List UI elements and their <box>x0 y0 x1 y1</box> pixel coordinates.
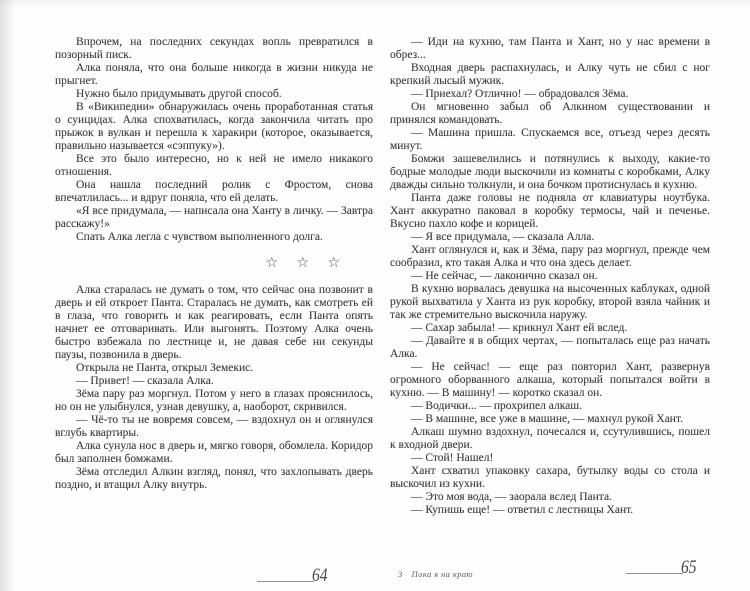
paragraph: Алка сунула нос в дверь и, мягко говоря, обомлела. Коридор был заполнен бомжами. <box>55 440 373 465</box>
paragraph: «Я все придумала, — написала она Ханту в личку. — Завтра расскажу!» <box>55 205 373 230</box>
paragraph: — Водички... — прохрипел алкаш. <box>411 400 582 412</box>
right-page-footer <box>390 558 710 577</box>
paragraph: Алка старалась не думать о том, что сейчас она позвонит в дверь и ей откроет Панта. Старалась не думать, как смотреть ей в глаза, что говорить и как реагировать, если Панта опять начнет ее отговаривать. Или выгонять. Поэтому Алка очень быстро взбежала по лестнице и, не давая себе ни секунды паузы, позвонила в дверь. <box>55 284 373 361</box>
paragraph: Зёма отследил Алкин взгляд, понял, что захлопывать дверь поздно, и втащил Алку внутрь. <box>55 466 373 491</box>
page-number-rule <box>626 573 683 574</box>
paragraph: — Купишь еще! — ответил с лестницы Хант. <box>411 504 634 516</box>
right-page-number: 65 <box>681 557 697 578</box>
paragraph: Зёма пару раз моргнул. Потом у него в глазах прояснилось, но он не улыбнулся, узнав девушку, а, наоборот, скривился. <box>55 388 373 413</box>
right-page-text-column <box>390 36 710 517</box>
left-page-number: 64 <box>312 565 328 586</box>
scan-edge-shadow-left <box>0 0 16 591</box>
paragraph: — Чё-то ты не вовремя совсем, — вздохнул он и оглянулся вглубь квартиры. <box>55 414 373 439</box>
paragraph: Она нашла последний ролик с Фростом, снова впечатлилась... и вдруг поняла, что ей делать. <box>55 179 373 204</box>
paragraph: Алкаш шумно вздохнул, почесался и, ссутулившись, пошел к входной двери. <box>390 426 710 451</box>
signature-book-title: Пока я на краю <box>411 569 473 579</box>
paragraph: Все это было интересно, но к ней не имело никакого отношения. <box>55 153 373 178</box>
paragraph: — Я все придумала, — сказала Алла. <box>411 231 595 243</box>
paragraph: — В машине, все уже в машине, — махнул рукой Хант. <box>411 413 683 425</box>
paragraph: Панта даже головы не подняла от клавиатуры ноутбука. Хант аккуратно паковал в коробку термосы, чай и печенье. Вкусно пахло кофе и корицей. <box>390 192 710 230</box>
paragraph: Нужно было придумывать другой способ. <box>76 88 282 100</box>
paragraph: В кухню ворвалась девушка на высоченных каблуках, одной рукой выхватила у Ханта из рук коробку, второй взяла чайник и так же стремительно выскочила наружу. <box>390 283 710 321</box>
paragraph: Впрочем, на последних секундах вопль превратился в позорный писк. <box>55 36 373 61</box>
paragraph: Алка поняла, что она больше никогда в жизни никуда не прыгнет. <box>55 62 373 87</box>
section-separator: ☆ ☆ ☆ <box>265 255 347 271</box>
paragraph: — Иди на кухню, там Панта и Хант, но у нас времени в обрез... <box>390 36 710 61</box>
paragraph: Открыла не Панта, открыл Земекис. <box>76 362 254 374</box>
left-page-text-column <box>55 36 373 492</box>
paragraph: — Приехал? Отлично! — обрадовался Зёма. <box>411 88 629 100</box>
paragraph: — Машина пришла. Спускаемся все, отъезд через десять минут. <box>390 127 710 152</box>
paragraph: Хант оглянулся и, как и Зёма, пару раз моргнул, прежде чем сообразил, кто такая Алка и что она здесь делает. <box>390 244 710 269</box>
paragraph: В «Википедии» обнаружилась очень проработанная статья о суицидах. Алка спохватилась, когда закончила читать про прыжок в вулкан и перешла к харакири (которое, оказывается, правильно называется «сэппуку»). <box>55 101 373 152</box>
paragraph: Он мгновенно забыл об Алкином существовании и принялся командовать. <box>390 101 710 126</box>
paragraph: — Сахар забыла! — крикнул Хант ей вслед. <box>411 322 628 334</box>
paragraph: — Не сейчас, — лаконично сказал он. <box>411 270 598 282</box>
paragraph: — Стой! Нашел! <box>411 452 494 464</box>
paragraph: — Это моя вода, — заорала вслед Панта. <box>411 491 612 503</box>
signature-number: 3 <box>398 569 403 579</box>
scan-edge-shadow-top <box>0 0 750 8</box>
paragraph: Входная дверь распахнулась, и Алку чуть не сбил с ног крепкий лысый мужик. <box>390 62 710 87</box>
paragraph: — Давайте я в общих чертах, — попыталась еще раз начать Алка. <box>390 335 710 360</box>
paragraph: Бомжи зашевелились и потянулись к выходу, какие-то бодрые молодые люди выскочили из комнаты с коробками, Алку дважды сильно толкнули, и она бочком протиснулась в кухню. <box>390 153 710 191</box>
paragraph: — Привет! — сказала Алка. <box>76 375 214 387</box>
paragraph: — Не сейчас! — еще раз повторил Хант, развернув огромного оборванного алкаша, который попытался войти в кухню. — В машину! — коротко сказал он. <box>390 361 710 399</box>
paragraph: Хант схватил упаковку сахара, бутылку воды со стола и выскочил из кухни. <box>390 465 710 490</box>
paragraph: Спать Алка легла с чувством выполненного долга. <box>76 231 323 243</box>
page-number-rule <box>257 581 314 582</box>
left-page-footer <box>55 566 373 585</box>
